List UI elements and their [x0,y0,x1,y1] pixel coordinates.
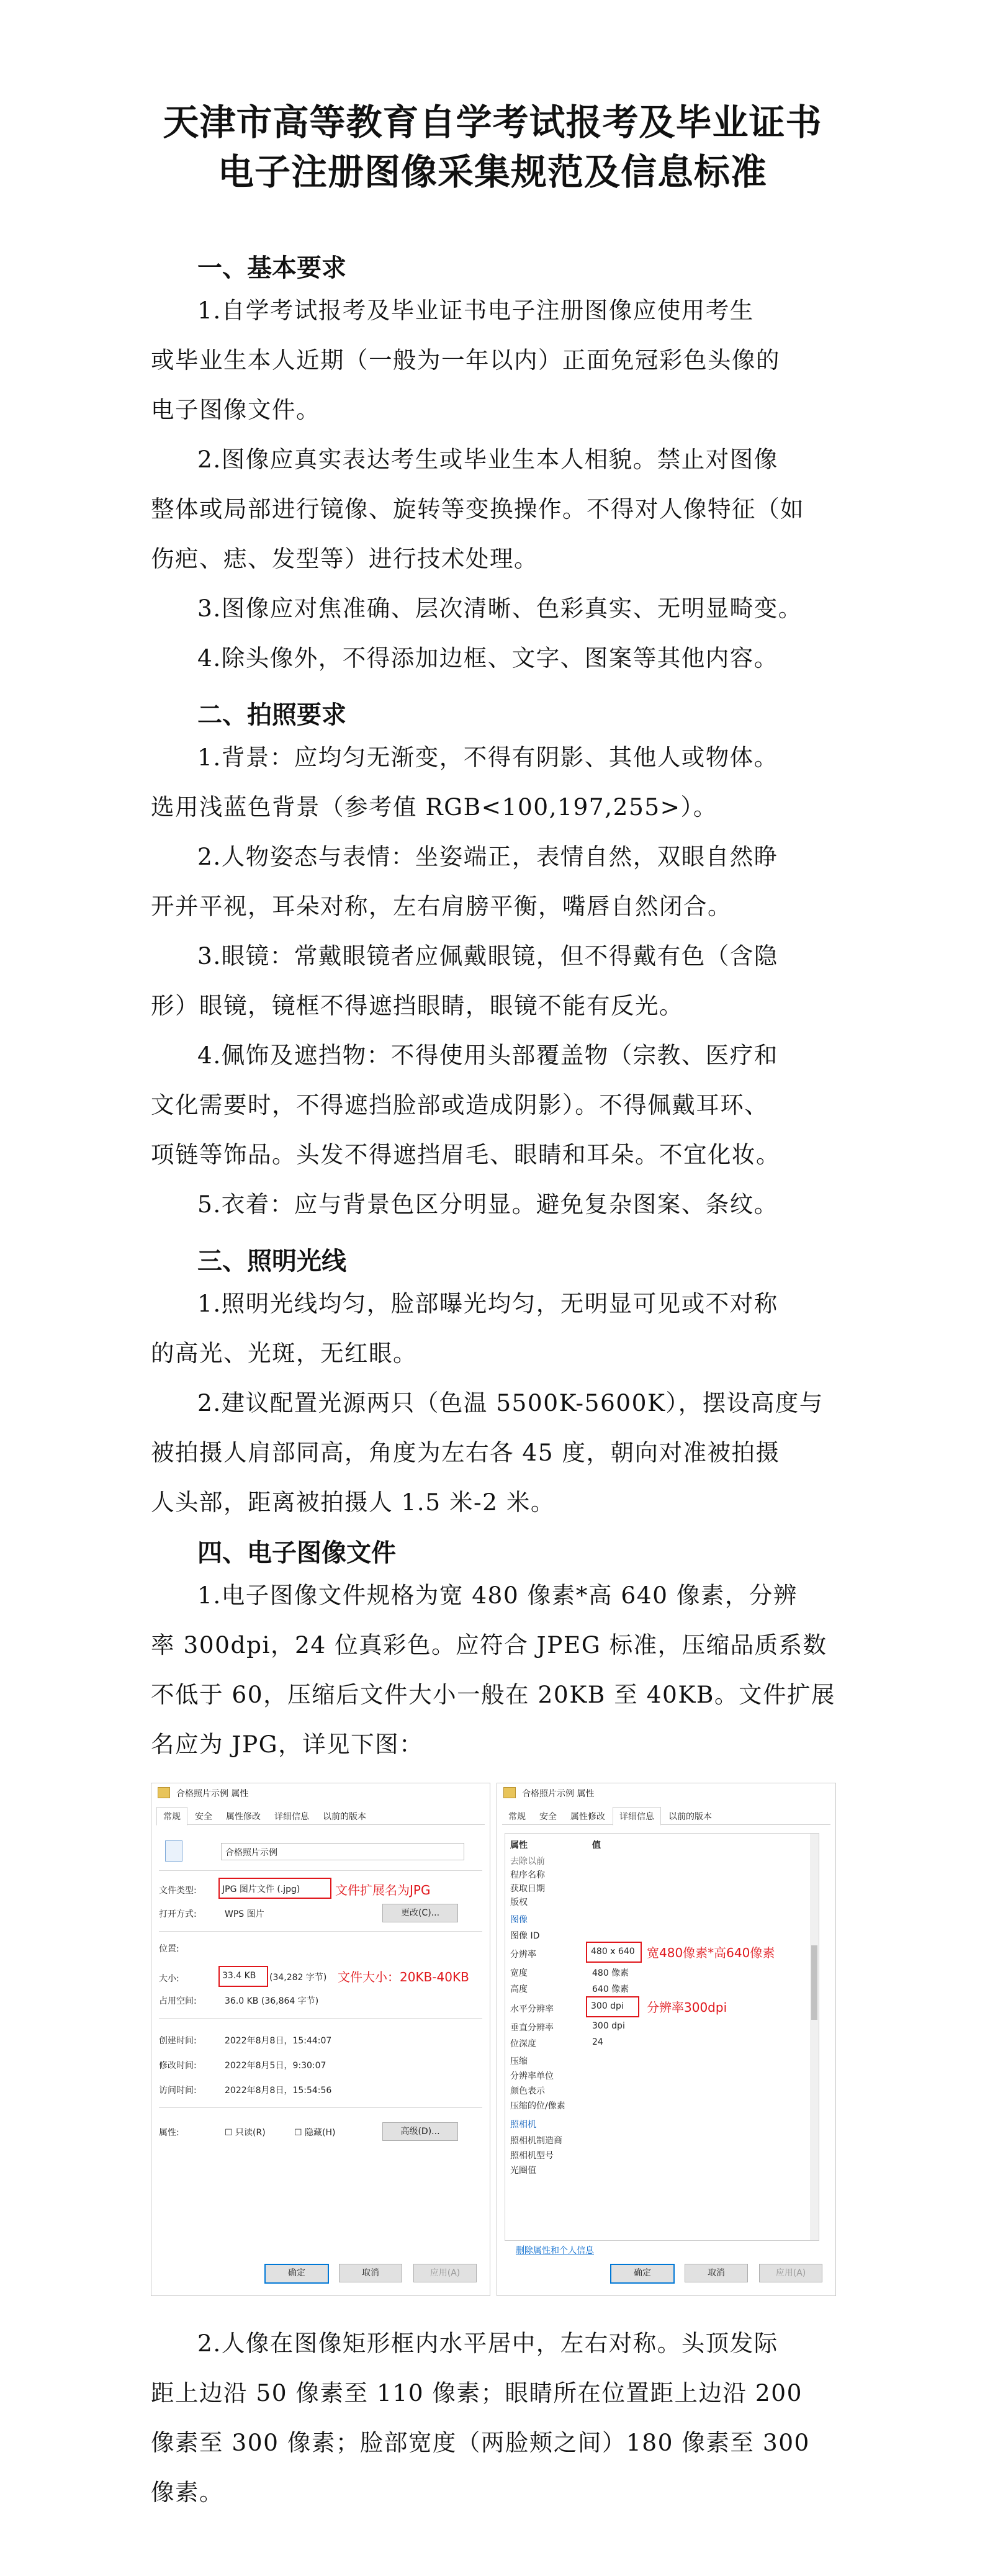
ok-button[interactable]: 确定 [264,2264,329,2284]
advanced-button[interactable]: 高级(D)... [382,2122,458,2141]
tab-details[interactable]: 详细信息 [613,1807,661,1826]
change-button[interactable]: 更改(C)... [382,1904,458,1922]
size-label: 大小: [159,1974,179,1984]
height-label: 高度 [510,1984,528,1994]
text-line: 像素至 300 像素；脸部宽度（两脸颊之间）180 像素至 300 [151,2429,810,2456]
remove-properties-link[interactable]: 删除属性和个人信息 [516,2246,594,2256]
apply-button[interactable]: 应用(A) [413,2264,477,2282]
depth-value: 24 [592,2037,603,2047]
para-photo-1 [151,732,837,832]
properties-dialog-general [151,1783,490,2296]
para-photo-4 [151,1030,837,1179]
tab-previous[interactable]: 以前的版本 [323,1812,366,1822]
text-line: 率 300dpi，24 位真彩色。应符合 JPEG 标准，压缩品质系数 [151,1631,827,1659]
hres-annotation: 分辨率300dpi [647,2000,727,2015]
para-light-1 [151,1279,837,1378]
attributes-label: 属性: [159,2128,179,2138]
para-basic-2 [151,435,837,583]
para-basic-1 [151,286,837,435]
location-label: 位置: [159,1944,179,1954]
file-name-value: 合格照片示例 [225,1848,277,1858]
type-annotation: 文件扩展名为JPG [335,1883,431,1898]
text-line: 项链等饰品。头发不得遮挡眉毛、眼睛和耳朵。不宜化妆。 [151,1141,780,1168]
size-annotation: 文件大小：20KB-40KB [338,1970,469,1984]
created-label: 创建时间: [159,2036,197,2046]
hidden-checkbox[interactable]: ☐ 隐藏(H) [294,2128,336,2138]
width-value: 480 像素 [592,1968,629,1978]
cancel-button[interactable]: 取消 [685,2264,748,2282]
height-value: 640 像素 [592,1984,629,1994]
width-label: 宽度 [510,1968,528,1978]
depth-label: 位深度 [510,2039,536,2049]
detail-row: 去除以前 [510,1857,545,1867]
hidden-label: 隐藏(H) [305,2128,336,2138]
text-line: 1.电子图像文件规格为宽 480 像素*高 640 像素，分辨 [197,1582,798,1609]
text-line: 1.背景：应均匀无渐变，不得有阴影、其他人或物体。 [197,744,778,771]
text-line: 开并平视，耳朵对称，左右肩膀平衡，嘴唇自然闭合。 [151,893,732,920]
hres-label: 水平分辨率 [510,2004,554,2014]
readonly-label: 只读(R) [235,2128,266,2138]
text-line: 2.建议配置光源两只（色温 5500K-5600K），摆设高度与 [197,1389,824,1416]
scrollbar[interactable] [810,1834,819,2240]
text-line: 选用浅蓝色背景（参考值 RGB<100,197,255>）。 [151,793,717,821]
group-image: 图像 [510,1915,528,1925]
text-line: 电子图像文件。 [151,396,320,423]
text-line: 3.眼镜：常戴眼镜者应佩戴眼镜，但不得戴有色（含隐 [197,942,778,970]
tab-general[interactable]: 常规 [508,1812,526,1822]
accessed-value: 2022年8月8日，15:54:56 [225,2086,332,2096]
resolution-label: 分辨率 [510,1950,536,1960]
created-value: 2022年8月8日，15:44:07 [225,2036,332,2046]
window-title: 合格照片示例 属性 [522,1789,595,1799]
tab-bar [156,1807,485,1825]
detail-row: 压缩 [510,2056,528,2066]
text-line: 文化需要时，不得遮挡脸部或造成阴影）。不得佩戴耳环、 [151,1091,769,1119]
column-value: 值 [592,1840,601,1850]
detail-row: 程序名称 [510,1870,545,1880]
para-file-1 [151,1570,837,1769]
text-line: 3.图像应对焦准确、层次清晰、色彩真实、无明显畸变。 [197,595,803,622]
para-file-2 [151,2318,837,2517]
open-with-value: WPS 图片 [225,1909,264,1919]
disk-size-value: 36.0 KB (36,864 字节) [225,1996,319,2006]
text-line: 2.人物姿态与表情：坐姿端正，表情自然，双眼自然睁 [197,843,778,870]
text-line: 人头部，距离被拍摄人 1.5 米-2 米。 [151,1488,555,1516]
folder-icon [158,1787,170,1798]
tab-attr-edit[interactable]: 属性修改 [226,1812,261,1822]
text-line: 像素。 [151,2479,223,2506]
detail-row: 分辨率单位 [510,2071,554,2081]
ok-button[interactable]: 确定 [610,2264,675,2284]
properties-dialog-details [497,1783,836,2296]
window-title: 合格照片示例 属性 [176,1789,249,1799]
accessed-label: 访问时间: [159,2086,197,2096]
resolution-value: 480 x 640 [591,1947,635,1957]
text-line: 不低于 60，压缩后文件大小一般在 20KB 至 40KB。文件扩展 [151,1681,835,1708]
disk-size-label: 占用空间: [159,1996,197,2006]
detail-row: 版权 [510,1898,528,1907]
folder-icon [503,1787,516,1798]
text-line: 形）眼镜，镜框不得遮挡眼睛，眼镜不能有反光。 [151,992,683,1019]
detail-row: 压缩的位/像素 [510,2101,565,2111]
size-value: 33.4 KB [222,1971,256,1981]
detail-row: 获取日期 [510,1884,545,1894]
text-line: 4.佩饰及遮挡物：不得使用头部覆盖物（宗教、医疗和 [197,1042,778,1069]
readonly-checkbox[interactable]: ☐ 只读(R) [225,2128,266,2138]
para-basic-4 [151,633,837,683]
open-with-label: 打开方式: [159,1909,197,1919]
group-camera: 照相机 [510,2120,536,2130]
tab-attr-edit[interactable]: 属性修改 [570,1812,605,1822]
resolution-annotation: 宽480像素*高640像素 [647,1945,775,1960]
text-line: 被拍摄人肩部同高，角度为左右各 45 度，朝向对准被拍摄 [151,1439,780,1466]
para-photo-2 [151,832,837,931]
file-icon [165,1840,182,1862]
tab-bar [502,1807,830,1825]
size-bytes: (34,282 字节) [269,1973,327,1983]
image-id-label: 图像 ID [510,1931,540,1941]
para-photo-3 [151,931,837,1030]
tab-security[interactable]: 安全 [195,1812,212,1822]
tab-security[interactable]: 安全 [539,1812,557,1822]
para-basic-3 [151,583,837,633]
tab-general[interactable]: 常规 [156,1807,187,1826]
text-line: 1.自学考试报考及毕业证书电子注册图像应使用考生 [197,297,754,324]
text-line: 或毕业生本人近期（一般为一年以内）正面免冠彩色头像的 [151,346,780,374]
vres-label: 垂直分辨率 [510,2023,554,2033]
text-line: 2.图像应真实表达考生或毕业生本人相貌。禁止对图像 [197,446,778,473]
section-heading-basic: 一、基本要求 [197,254,346,282]
cancel-button[interactable]: 取消 [339,2264,402,2282]
text-line: 1.照明光线均匀，脸部曝光均匀，无明显可见或不对称 [197,1290,778,1317]
type-label: 文件类型: [159,1886,197,1896]
detail-row: 照相机型号 [510,2151,554,2161]
section-heading-photo: 二、拍照要求 [197,701,346,729]
text-line: 2.人像在图像矩形框内水平居中，左右对称。头顶发际 [197,2330,778,2357]
tab-details[interactable]: 详细信息 [274,1812,309,1822]
title-line-1: 天津市高等教育自学考试报考及毕业证书 [163,101,822,143]
type-value: JPG 图片文件 (.jpg) [222,1885,300,1894]
text-line: 整体或局部进行镜像、旋转等变换操作。不得对人像特征（如 [151,495,804,523]
vres-value: 300 dpi [592,2021,625,2031]
tab-previous[interactable]: 以前的版本 [668,1812,712,1822]
detail-row: 颜色表示 [510,2086,545,2096]
text-line: 伤疤、痣、发型等）进行技术处理。 [151,545,538,572]
text-line: 的高光、光斑，无红眼。 [151,1340,417,1367]
modified-label: 修改时间: [159,2061,197,2071]
title-line-2: 电子注册图像采集规范及信息标准 [217,151,767,193]
para-light-2 [151,1378,837,1527]
detail-row: 光圈值 [510,2166,536,2176]
modified-value: 2022年8月5日，9:30:07 [225,2061,326,2071]
detail-row: 照相机制造商 [510,2136,562,2146]
section-heading-file: 四、电子图像文件 [197,1539,396,1567]
hres-value: 300 dpi [591,2001,624,2011]
text-line: 4.除头像外，不得添加边框、文字、图案等其他内容。 [197,644,778,672]
text-line: 距上边沿 50 像素至 110 像素；眼睛所在位置距上边沿 200 [151,2379,803,2407]
text-line: 5.衣着：应与背景色区分明显。避免复杂图案、条纹。 [197,1191,778,1218]
file-name-input[interactable] [221,1843,464,1860]
para-photo-5 [151,1179,837,1229]
section-heading-lighting: 三、照明光线 [197,1247,346,1276]
apply-button[interactable]: 应用(A) [759,2264,822,2282]
text-line: 名应为 JPG，详见下图： [151,1731,424,1758]
details-list[interactable] [505,1833,819,2241]
column-property: 属性 [510,1840,528,1850]
